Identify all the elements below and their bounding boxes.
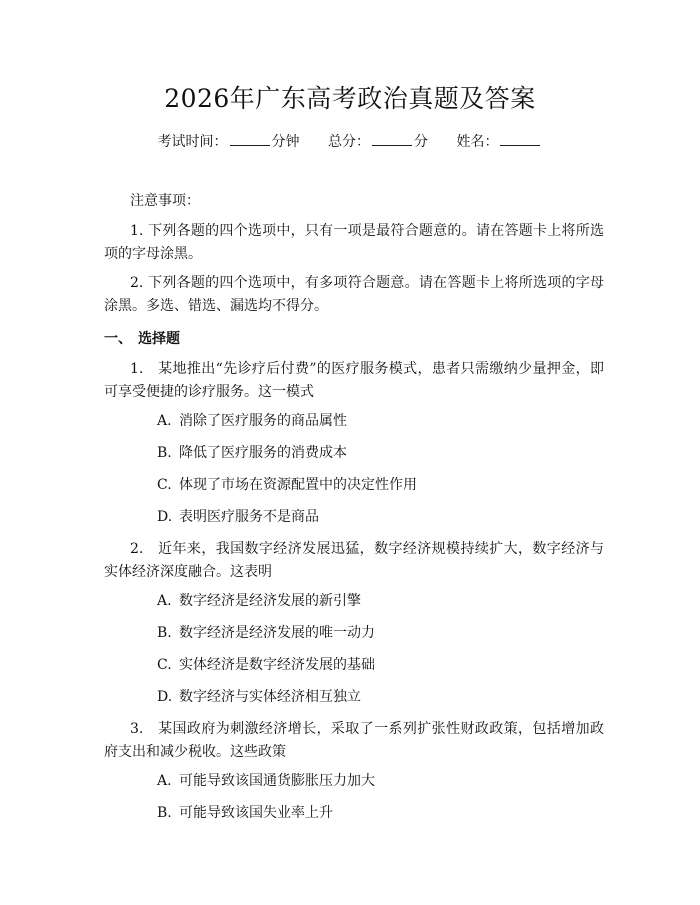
section-title: 选择题 bbox=[138, 331, 180, 347]
option-letter: A. bbox=[157, 773, 172, 789]
question-2-option-a bbox=[157, 590, 361, 612]
question-1-option-b bbox=[157, 442, 347, 464]
notes-heading: 注意事项： bbox=[130, 193, 200, 209]
option-letter: D. bbox=[157, 509, 173, 525]
question-2-option-c bbox=[157, 654, 375, 676]
option-text: 数字经济是经济发展的新引擎 bbox=[179, 593, 361, 609]
question-2-option-d bbox=[157, 686, 361, 708]
option-text: 降低了医疗服务的消费成本 bbox=[179, 445, 347, 461]
question-2-stem: 2. 近年来，我国数字经济发展迅猛，数字经济规模持续扩大，数字经济与实体经济深度融合。这表明 bbox=[104, 541, 604, 580]
option-letter: A. bbox=[157, 593, 172, 609]
document-title: 2026年广东高考政治真题及答案 bbox=[164, 84, 536, 113]
note-item-2: 2. 下列各题的四个选项中，有多项符合题意。请在答题卡上将所选项的字母涂黑。多选、错选、漏选均不得分。 bbox=[104, 275, 604, 314]
option-text: 消除了医疗服务的商品属性 bbox=[179, 413, 347, 429]
option-letter: A. bbox=[157, 413, 172, 429]
option-text: 体现了市场在资源配置中的决定性作用 bbox=[179, 477, 417, 493]
question-2-option-b bbox=[157, 622, 375, 644]
option-letter: D. bbox=[157, 689, 173, 705]
name-label: 姓名： bbox=[456, 134, 499, 150]
exam-time-unit: 分钟 bbox=[271, 134, 300, 150]
exam-meta-line bbox=[0, 132, 700, 152]
total-score-field bbox=[328, 132, 428, 152]
exam-time-label: 考试时间： bbox=[157, 134, 228, 150]
question-3-option-b bbox=[157, 802, 333, 824]
option-text: 数字经济是经济发展的唯一动力 bbox=[179, 625, 375, 641]
option-text: 可能导致该国通货膨胀压力加大 bbox=[179, 773, 375, 789]
total-score-label: 总分： bbox=[328, 134, 370, 150]
exam-time-blank bbox=[230, 132, 270, 146]
option-text: 数字经济与实体经济相互独立 bbox=[179, 689, 361, 705]
section-number: 一、 bbox=[104, 331, 132, 347]
question-1-option-c bbox=[157, 474, 417, 496]
total-score-blank bbox=[372, 132, 412, 146]
question-1-option-d bbox=[157, 506, 319, 528]
name-blank bbox=[500, 132, 540, 146]
question-3-stem: 3. 某国政府为刺激经济增长，采取了一系列扩张性财政政策，包括增加政府支出和减少税收。这些政策 bbox=[104, 721, 604, 760]
option-text: 实体经济是数字经济发展的基础 bbox=[179, 657, 375, 673]
total-score-unit: 分 bbox=[414, 134, 428, 150]
option-text: 表明医疗服务不是商品 bbox=[179, 509, 319, 525]
option-letter: B. bbox=[157, 445, 172, 461]
option-letter: C. bbox=[157, 657, 172, 673]
question-1-option-a bbox=[157, 410, 347, 432]
question-3-option-a bbox=[157, 770, 375, 792]
option-letter: B. bbox=[157, 625, 172, 641]
option-letter: B. bbox=[157, 805, 172, 821]
name-field bbox=[456, 132, 542, 152]
note-item-1: 1. 下列各题的四个选项中，只有一项是最符合题意的。请在答题卡上将所选项的字母涂黑。 bbox=[104, 223, 604, 262]
option-text: 可能导致该国失业率上升 bbox=[179, 805, 333, 821]
section-heading bbox=[104, 328, 180, 350]
option-letter: C. bbox=[157, 477, 172, 493]
exam-time-field bbox=[158, 132, 300, 152]
question-1-stem: 1. 某地推出“先诊疗后付费”的医疗服务模式，患者只需缴纳少量押金，即可享受便捷的诊疗服务。这一模式 bbox=[104, 361, 604, 400]
